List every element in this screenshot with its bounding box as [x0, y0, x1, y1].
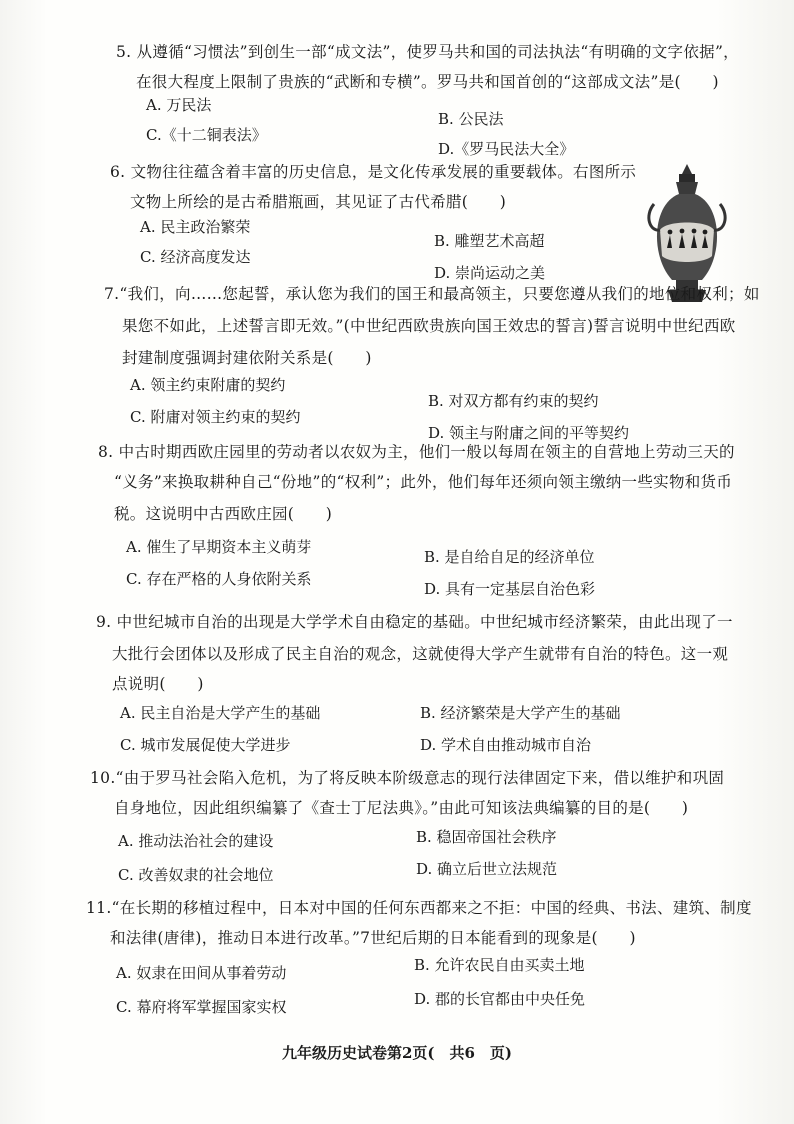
question-text-line: 封建制度强调封建依附关系是( ) [122, 349, 372, 367]
option-d: D. 郡的长官都由中央任免 [414, 990, 586, 1008]
option-a: A. 领主约束附庸的契约 [130, 376, 286, 394]
question-text-line: 在很大程度上限制了贵族的“武断和专横”。罗马共和国首创的“这部成文法”是( ) [136, 73, 719, 91]
option-d: D.《罗马民法大全》 [438, 140, 575, 158]
option-b: B. 对双方都有约束的契约 [428, 392, 599, 410]
question-text-line: 8. 中古时期西欧庄园里的劳动者以农奴为主，他们一般以每周在领主的自营地上劳动三天的 [98, 443, 735, 461]
option-a: A. 民主政治繁荣 [140, 218, 251, 236]
question-text-line: 和法律(唐律)，推动日本进行改革。”7世纪后期的日本能看到的现象是( ) [110, 929, 636, 947]
question-text-line: 11.“在长期的移植过程中，日本对中国的任何东西都来之不拒：中国的经典、书法、建筑、制度 [86, 899, 752, 917]
option-b: B. 是自给自足的经济单位 [424, 548, 595, 566]
option-c: C. 改善奴隶的社会地位 [118, 866, 274, 884]
option-b: B. 允许农民自由买卖土地 [414, 956, 585, 974]
question-text-line: 自身地位，因此组织编纂了《查士丁尼法典》。”由此可知该法典编纂的目的是( ) [114, 799, 689, 817]
question-text-line: 7.“我们，向……您起誓，承认您为我们的国王和最高领主，只要您遵从我们的地位和权利；如 [104, 285, 760, 303]
option-b: B. 公民法 [438, 110, 504, 128]
option-c: C. 经济高度发达 [140, 248, 251, 266]
question-text-line: 6. 文物往往蕴含着丰富的历史信息，是文化传承发展的重要载体。右图所示 [110, 163, 637, 181]
question-text-line: 10.“由于罗马社会陷入危机，为了将反映本阶级意志的现行法律固定下来，借以维护和巩固 [90, 769, 725, 787]
option-c: C. 附庸对领主约束的契约 [130, 408, 301, 426]
question-text-line: 文物上所绘的是古希腊瓶画，其见证了古代希腊( ) [130, 193, 507, 211]
question-text-line: 9. 中世纪城市自治的出现是大学学术自由稳定的基础。中世纪城市经济繁荣，由此出现了一 [96, 613, 733, 631]
option-b: B. 经济繁荣是大学产生的基础 [420, 704, 621, 722]
option-a: A. 推动法治社会的建设 [118, 832, 274, 850]
option-d: D. 具有一定基层自治色彩 [424, 580, 596, 598]
option-d: D. 学术自由推动城市自治 [420, 736, 592, 754]
option-c: C. 存在严格的人身依附关系 [126, 570, 312, 588]
option-b: B. 稳固帝国社会秩序 [416, 828, 557, 846]
option-a: A. 奴隶在田间从事着劳动 [116, 964, 287, 982]
question-text-line: 大批行会团体以及形成了民主自治的观念，这就使得大学产生就带有自治的特色。这一观 [112, 645, 729, 663]
option-d: D. 确立后世立法规范 [416, 860, 558, 878]
option-c: C. 城市发展促使大学进步 [120, 736, 291, 754]
option-d: D. 领主与附庸之间的平等契约 [428, 424, 630, 442]
option-d: D. 崇尚运动之美 [434, 264, 546, 282]
question-text-line: 点说明( ) [112, 675, 204, 693]
question-text-line: 果您不如此，上述誓言即无效。”(中世纪西欧贵族向国王效忠的誓言)誓言说明中世纪西欧 [122, 317, 736, 335]
option-a: A. 万民法 [146, 96, 212, 114]
option-a: A. 民主自治是大学产生的基础 [120, 704, 321, 722]
question-text-line: “义务”来换取耕种自己“份地”的“权利”；此外，他们每年还须向领主缴纳一些实物和货币 [114, 473, 733, 491]
page-footer: 九年级历史试卷第2页( 共6 页) [281, 1044, 513, 1062]
option-c: C.《十二铜表法》 [146, 126, 267, 144]
option-c: C. 幕府将军掌握国家实权 [116, 998, 287, 1016]
question-text-line: 税。这说明中古西欧庄园( ) [114, 505, 333, 523]
question-text-line: 5. 从遵循“习惯法”到创生一部“成文法”，使罗马共和国的司法执法“有明确的文字依据”， [116, 43, 739, 61]
option-a: A. 催生了早期资本主义萌芽 [126, 538, 312, 556]
option-b: B. 雕塑艺术高超 [434, 232, 545, 250]
